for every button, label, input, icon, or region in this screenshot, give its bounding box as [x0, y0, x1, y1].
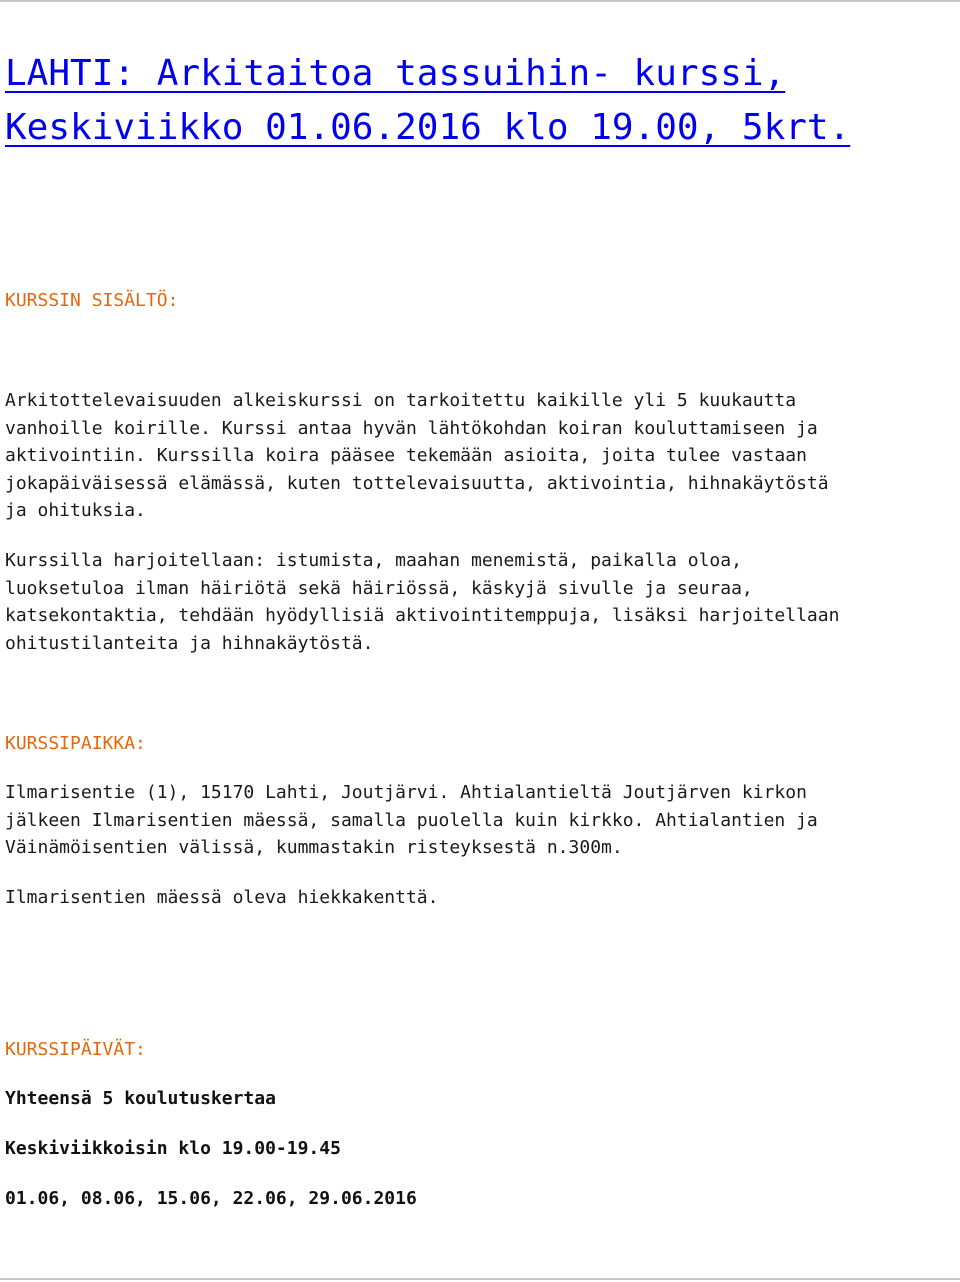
bottom-divider: [0, 1278, 960, 1280]
content-paragraph-training: Kurssilla harjoitellaan: istumista, maahan menemistä, paikalla oloa, luoksetuloa ilman häiriötä sekä häiriössä, käskyjä sivulle ja seuraa, katsekontaktia, tehdään hyödyllisiä aktivointitemppuja, lisäksi harjoitellaan ohitustilanteita ja hihnakäytöstä.: [5, 550, 840, 654]
dates-schedule: Keskiviikkoisin klo 19.00-19.45: [5, 1138, 341, 1159]
content-paragraph-intro: Arkitottelevaisuuden alkeiskurssi on tarkoitettu kaikille yli 5 kuukautta vanhoille koirille. Kurssi antaa hyvän lähtökohdan koiran kouluttamiseen ja aktivointiin. Kurssilla koira pääsee tekemään asioita, joita tulee vastaan jokapäiväisessä elämässä, kuten tottelevaisuutta, aktivointia, hihnakäytöstä ja ohituksia.: [5, 390, 829, 521]
section-heading-location: KURSSIPAIKKA:: [5, 733, 146, 754]
dates-total-sessions: Yhteensä 5 koulutuskertaa: [5, 1088, 276, 1109]
location-paragraph-field: Ilmarisentien mäessä oleva hiekkakenttä.: [5, 887, 439, 908]
section-heading-content: KURSSIN SISÄLTÖ:: [5, 290, 179, 311]
dates-list: 01.06, 08.06, 15.06, 22.06, 29.06.2016: [5, 1188, 417, 1209]
location-paragraph-directions: Ilmarisentie (1), 15170 Lahti, Joutjärvi. Ahtialantieltä Joutjärven kirkon jälkeen Ilmarisentien mäessä, samalla puolella kuin kirkko. Ahtialantien ja Väinämöisentien välissä, kummastakin risteyksestä n.300m.: [5, 782, 818, 858]
top-divider: [0, 0, 960, 2]
section-heading-dates: KURSSIPÄIVÄT:: [5, 1039, 146, 1060]
page-title-link[interactable]: LAHTI: Arkitaitoa tassuihin- kurssi, Keskiviikko 01.06.2016 klo 19.00, 5krt.: [5, 53, 851, 148]
